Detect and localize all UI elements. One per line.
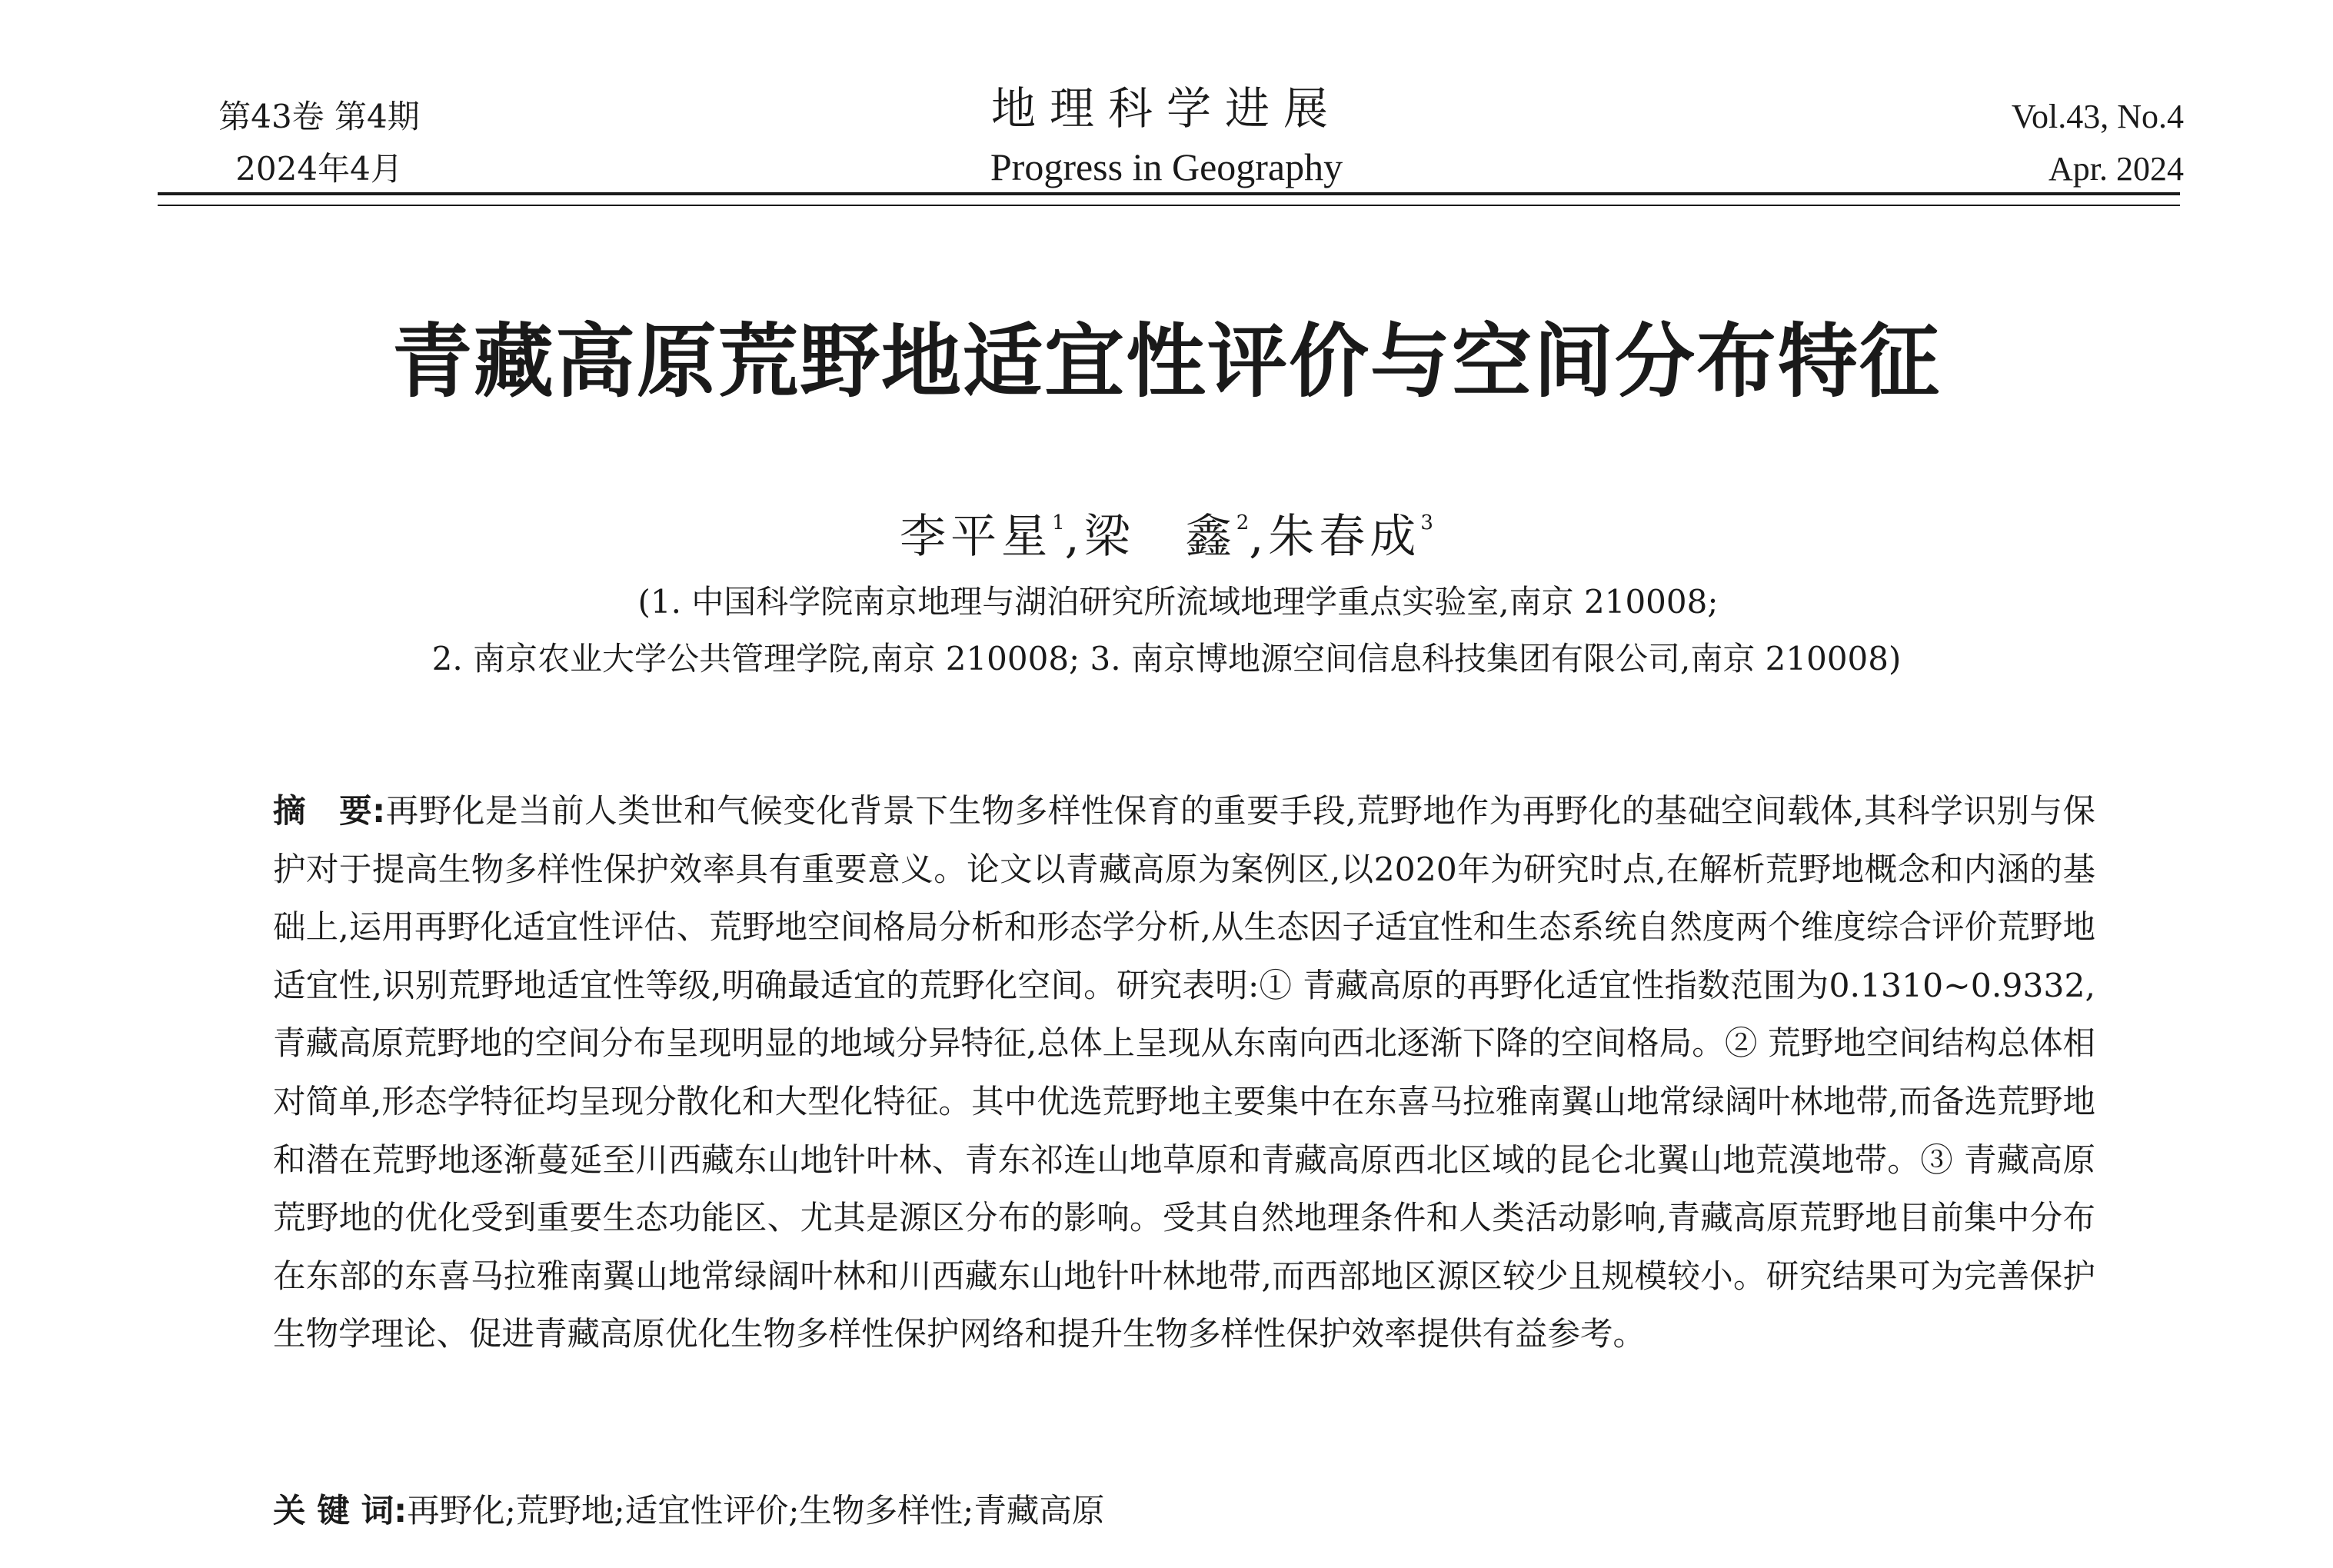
keywords-text: 再野化;荒野地;适宜性评价;生物多样性;青藏高原 [407,1493,1105,1530]
author-name: 梁 鑫 [1083,510,1236,564]
journal-name-cn: 地理科学进展 [990,82,1342,135]
issue-date: 2024年4月 [235,150,403,188]
issue-info-en [1876,91,2184,195]
issue-date-en: Apr. 2024 [2048,150,2184,188]
volume-issue: 第43卷 第4期 [218,98,420,135]
header-rule-thick [158,192,2180,195]
journal-name-en: Progress in Geography [990,145,1343,188]
author-name: 朱春成 [1268,510,1421,564]
paper-title: 青藏高原荒野地适宜性评价与空间分布特征 [391,315,1941,408]
abstract-text: 再野化是当前人类世和气候变化背景下生物多样性保育的重要手段,荒野地作为再野化的基础空间载体,其科学识别与保护对于提高生物多样性保护效率具有重要意义。论文以青藏高原为案例区,以2020年为研究时点,在解析荒野地概念和内涵的基础上,运用再野化适宜性评估、荒野地空间格局分析和形态学分析,从生态因子适宜性和生态系统自然度两个维度综合评价荒野地适宜性,识别荒野地适宜性等级,明确最适宜的荒野化空间。研究表明:① 青藏高原的再野化适宜性指数范围为0.1310~0.9332,青藏高原荒野地的空间分布呈现明显的地域分异特征,总体上呈现从东南向西北逐渐下降的空间格局。② 荒野地空间结构总体相对简单,形态学特征均呈现分散化和大型化特征。其中优选荒野地主要集中在东喜马拉雅南翼山地常绿阔叶林地带,而备选荒野地和潜在荒野地逐渐蔓延至川西藏东山地针叶林、青东祁连山地草原和青藏高原西北区域的昆仑北翼山地荒漠地带。③ 青藏高原荒野地的优化受到重要生态功能区、尤其是源区分布的影响。受其自然地理条件和人类活动影响,青藏高原荒野地目前集中分布在东部的东喜马拉雅南翼山地常绿阔叶林和川西藏东山地针叶林地带,而西部地区源区较少且规模较小。研究结果可为完善保护生物学理论、促进青藏高原优化生物多样性保护网络和提升生物多样性保护效率提供有益参考。 [273,793,2095,1354]
abstract [273,783,2095,1364]
author-affiliation-mark: 2 [1236,511,1250,534]
issue-info [158,91,481,195]
affiliation-line: (1. 中国科学院南京地理与湖泊研究所流域地理学重点实验室,南京 210008; [637,583,1719,621]
volume-issue-en: Vol.43, No.4 [2011,98,2184,135]
abstract-label: 摘 要: [273,793,386,831]
author-name: 李平星 [900,510,1053,564]
author-affiliation-mark: 1 [1052,511,1065,534]
keywords-label: 关 键 词: [273,1493,408,1530]
journal-name [769,77,1564,194]
author-list: 李平星$^1$,梁 鑫$^2$,朱春成$^3$ [900,510,1433,564]
header-rule-thin [158,205,2180,206]
keywords [273,1483,2095,1541]
author-affiliation-mark: 3 [1420,511,1433,534]
affiliation-line: 2. 南京农业大学公共管理学院,南京 210008; 3. 南京博地源空间信息科技集团有限公司,南京 210008) [431,640,1902,677]
